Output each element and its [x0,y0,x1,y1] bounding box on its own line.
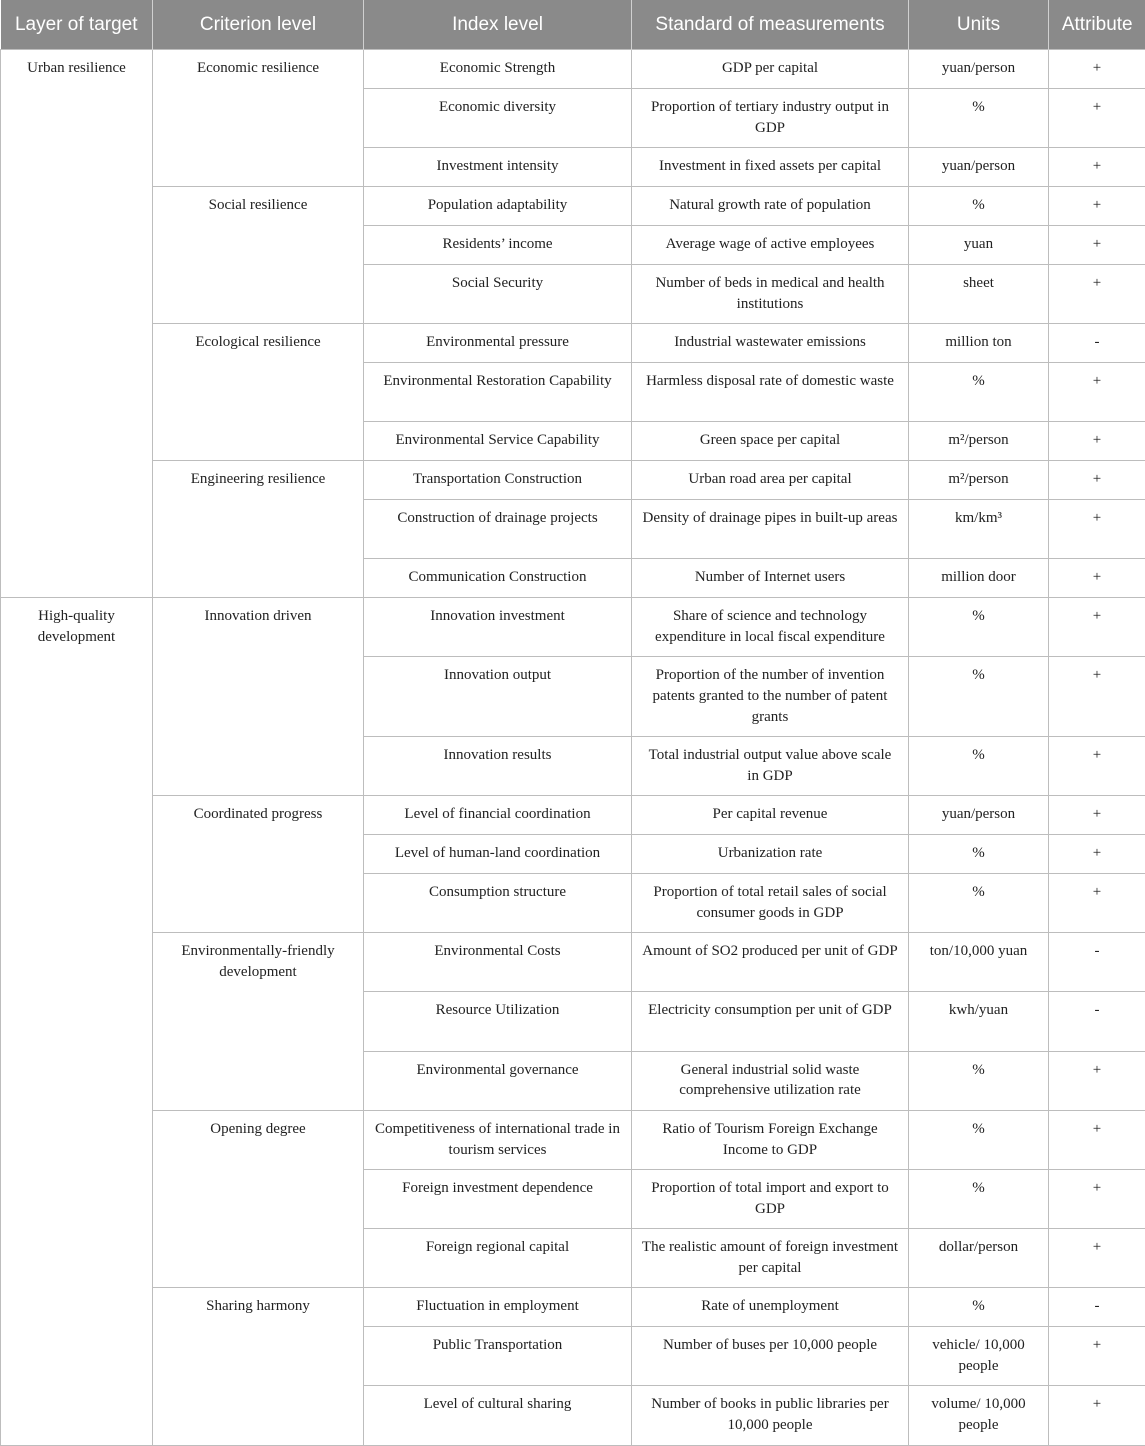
standard-cell: GDP per capital [632,50,909,89]
index-cell: Foreign investment dependence [364,1169,632,1228]
index-cell: Consumption structure [364,874,632,933]
table-row [1,186,1145,225]
index-cell: Resource Utilization [364,992,632,1051]
units-cell: kwh/yuan [909,992,1049,1051]
attribute-cell: + [1049,460,1145,499]
standard-cell: Per capital revenue [632,796,909,835]
units-cell: volume/ 10,000 people [909,1386,1049,1445]
units-cell: % [909,1110,1049,1169]
attribute-cell: + [1049,874,1145,933]
header-criterion: Criterion level [153,0,364,50]
standard-cell: Proportion of the number of invention patents granted to the number of patent grants [632,657,909,737]
attribute-cell: - [1049,1288,1145,1327]
standard-cell: Urban road area per capital [632,460,909,499]
units-cell: % [909,597,1049,656]
index-cell: Level of financial coordination [364,796,632,835]
index-cell: Environmental Service Capability [364,422,632,461]
index-cell: Environmental Restoration Capability [364,362,632,421]
units-cell: km/km³ [909,499,1049,558]
index-cell: Social Security [364,264,632,323]
header-layer: Layer of target [1,0,153,50]
standard-cell: Rate of unemployment [632,1288,909,1327]
table-row [1,50,1145,89]
units-cell: % [909,657,1049,737]
attribute-cell: + [1049,657,1145,737]
units-cell: vehicle/ 10,000 people [909,1327,1049,1386]
units-cell: % [909,874,1049,933]
standard-cell: Green space per capital [632,422,909,461]
table-row [1,796,1145,835]
table-row [1,323,1145,362]
header-standard: Standard of measurements [632,0,909,50]
table-row [1,460,1145,499]
standard-cell: Investment in fixed assets per capital [632,148,909,187]
criterion-cell: Engineering resilience [153,460,364,597]
table-row [1,597,1145,656]
index-cell: Investment intensity [364,148,632,187]
units-cell: million ton [909,323,1049,362]
index-cell: Innovation investment [364,597,632,656]
attribute-cell: + [1049,1051,1145,1110]
standard-cell: Number of books in public libraries per 10,000 people [632,1386,909,1445]
criterion-cell: Coordinated progress [153,796,364,933]
criterion-cell: Sharing harmony [153,1288,364,1445]
standard-cell: Total industrial output value above scale in GDP [632,737,909,796]
index-cell: Environmental governance [364,1051,632,1110]
units-cell: % [909,737,1049,796]
index-cell: Innovation results [364,737,632,796]
attribute-cell: + [1049,422,1145,461]
attribute-cell: + [1049,1229,1145,1288]
index-cell: Foreign regional capital [364,1229,632,1288]
index-cell: Innovation output [364,657,632,737]
units-cell: % [909,835,1049,874]
units-cell: m²/person [909,422,1049,461]
criterion-cell: Economic resilience [153,50,364,187]
index-cell: Construction of drainage projects [364,499,632,558]
standard-cell: Natural growth rate of population [632,186,909,225]
attribute-cell: + [1049,362,1145,421]
index-cell: Transportation Construction [364,460,632,499]
standard-cell: Amount of SO2 produced per unit of GDP [632,933,909,992]
criterion-cell: Opening degree [153,1110,364,1288]
attribute-cell: - [1049,992,1145,1051]
units-cell: yuan [909,225,1049,264]
standard-cell: Number of Internet users [632,558,909,597]
index-cell: Residents’ income [364,225,632,264]
standard-cell: Urbanization rate [632,835,909,874]
attribute-cell: + [1049,1327,1145,1386]
attribute-cell: + [1049,1169,1145,1228]
criterion-cell: Ecological resilience [153,323,364,460]
index-cell: Fluctuation in employment [364,1288,632,1327]
criterion-cell: Environmentally-friendly development [153,933,364,1111]
standard-cell: Harmless disposal rate of domestic waste [632,362,909,421]
header-index: Index level [364,0,632,50]
standard-cell: Average wage of active employees [632,225,909,264]
attribute-cell: + [1049,148,1145,187]
attribute-cell: + [1049,88,1145,147]
header-row [1,0,1145,50]
units-cell: yuan/person [909,796,1049,835]
standard-cell: Proportion of total import and export to GDP [632,1169,909,1228]
standard-cell: Ratio of Tourism Foreign Exchange Income to GDP [632,1110,909,1169]
attribute-cell: + [1049,50,1145,89]
attribute-cell: + [1049,558,1145,597]
header-units: Units [909,0,1049,50]
standard-cell: Proportion of tertiary industry output in GDP [632,88,909,147]
attribute-cell: + [1049,835,1145,874]
attribute-cell: + [1049,1386,1145,1445]
table-row [1,933,1145,992]
criterion-cell: Innovation driven [153,597,364,795]
standard-cell: Number of buses per 10,000 people [632,1327,909,1386]
index-cell: Population adaptability [364,186,632,225]
layer-cell: High-quality development [1,597,153,1445]
units-cell: % [909,88,1049,147]
criterion-cell: Social resilience [153,186,364,323]
layer-cell: Urban resilience [1,50,153,598]
index-cell: Level of cultural sharing [364,1386,632,1445]
table-row [1,1110,1145,1169]
index-cell: Environmental pressure [364,323,632,362]
attribute-cell: + [1049,225,1145,264]
units-cell: m²/person [909,460,1049,499]
units-cell: % [909,1288,1049,1327]
attribute-cell: - [1049,933,1145,992]
units-cell: % [909,186,1049,225]
attribute-cell: + [1049,796,1145,835]
attribute-cell: + [1049,1110,1145,1169]
attribute-cell: + [1049,597,1145,656]
attribute-cell: + [1049,264,1145,323]
standard-cell: Proportion of total retail sales of social consumer goods in GDP [632,874,909,933]
index-cell: Economic diversity [364,88,632,147]
standard-cell: Electricity consumption per unit of GDP [632,992,909,1051]
units-cell: % [909,1051,1049,1110]
attribute-cell: + [1049,737,1145,796]
units-cell: dollar/person [909,1229,1049,1288]
units-cell: yuan/person [909,50,1049,89]
index-cell: Economic Strength [364,50,632,89]
index-cell: Communication Construction [364,558,632,597]
standard-cell: Industrial wastewater emissions [632,323,909,362]
table-row [1,1288,1145,1327]
index-cell: Public Transportation [364,1327,632,1386]
units-cell: % [909,362,1049,421]
index-cell: Competitiveness of international trade in tourism services [364,1110,632,1169]
index-cell: Environmental Costs [364,933,632,992]
header-attribute: Attribute [1049,0,1145,50]
units-cell: % [909,1169,1049,1228]
index-cell: Level of human-land coordination [364,835,632,874]
attribute-cell: + [1049,499,1145,558]
standard-cell: General industrial solid waste comprehensive utilization rate [632,1051,909,1110]
units-cell: million door [909,558,1049,597]
units-cell: ton/10,000 yuan [909,933,1049,992]
units-cell: sheet [909,264,1049,323]
standard-cell: Number of beds in medical and health institutions [632,264,909,323]
attribute-cell: + [1049,186,1145,225]
attribute-cell: - [1049,323,1145,362]
standard-cell: The realistic amount of foreign investment per capital [632,1229,909,1288]
units-cell: yuan/person [909,148,1049,187]
standard-cell: Share of science and technology expenditure in local fiscal expenditure [632,597,909,656]
standard-cell: Density of drainage pipes in built-up areas [632,499,909,558]
